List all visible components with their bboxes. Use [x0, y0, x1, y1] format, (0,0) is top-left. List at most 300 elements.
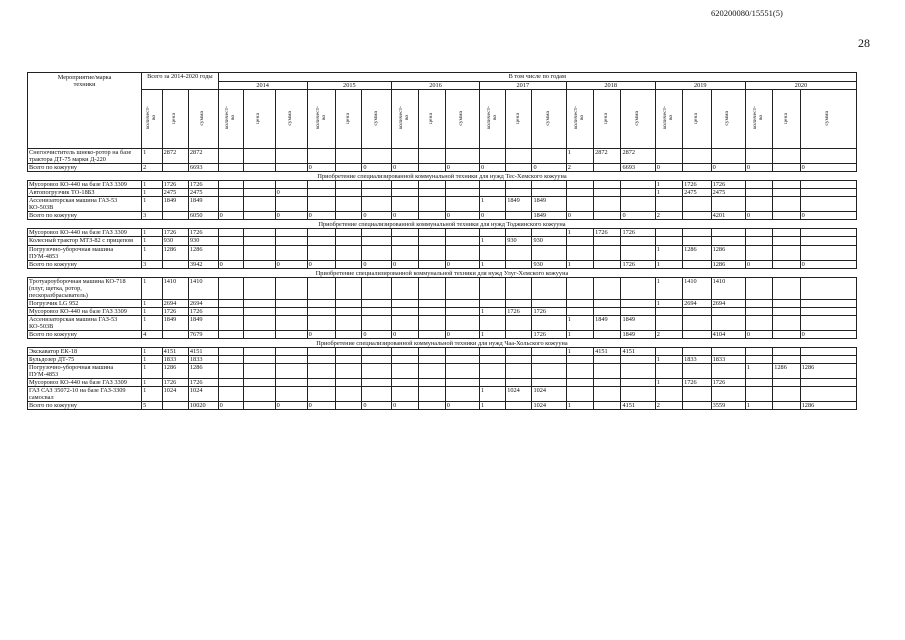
table-cell — [445, 277, 479, 299]
table-cell — [362, 245, 392, 260]
table-row — [28, 149, 857, 164]
table-cell: 1 — [142, 245, 163, 260]
table-cell — [392, 189, 419, 197]
column-header-measure: Мероприятие/марка техники — [28, 73, 142, 149]
table-cell — [218, 299, 243, 307]
header-row-sub — [28, 90, 857, 149]
table-cell: 2 — [142, 164, 163, 172]
table-cell — [745, 189, 772, 197]
table-cell — [594, 237, 621, 245]
table-cell — [506, 356, 532, 364]
table-cell — [745, 237, 772, 245]
table-cell — [621, 237, 655, 245]
row-name: Всего по кожууну — [28, 212, 142, 220]
table-cell — [683, 237, 712, 245]
table-cell — [275, 229, 307, 237]
price-header: цена — [773, 90, 800, 149]
table-cell — [532, 149, 566, 164]
price-header: цена — [243, 90, 275, 149]
table-cell — [307, 181, 336, 189]
table-cell: 2 — [655, 212, 682, 220]
table-cell — [773, 348, 800, 356]
table-cell — [594, 181, 621, 189]
table-cell — [218, 277, 243, 299]
section-title: Приобретение специализированной коммунальной техники для нужд Тоджинского кожууна — [28, 220, 857, 229]
table-cell — [745, 277, 772, 299]
table-cell — [594, 356, 621, 364]
table-cell — [392, 181, 419, 189]
table-cell — [445, 348, 479, 356]
row-name: Всего по кожууну — [28, 402, 142, 410]
table-cell — [243, 379, 275, 387]
table-cell — [506, 315, 532, 330]
table-body — [28, 149, 857, 410]
table-cell: 2694 — [162, 299, 188, 307]
table-cell — [711, 229, 745, 237]
table-cell — [800, 379, 856, 387]
table-cell: 0 — [362, 260, 392, 268]
table-cell — [532, 181, 566, 189]
table-cell: 1 — [655, 379, 682, 387]
table-cell: 2 — [655, 330, 682, 338]
table-cell — [683, 149, 712, 164]
table-cell — [218, 364, 243, 379]
table-cell — [336, 387, 362, 402]
table-cell — [594, 245, 621, 260]
table-cell: 1726 — [683, 379, 712, 387]
table-cell: 1286 — [162, 364, 188, 379]
table-cell: 4151 — [621, 402, 655, 410]
table-cell — [307, 237, 336, 245]
table-cell: 0 — [479, 164, 505, 172]
table-cell: 1024 — [532, 387, 566, 402]
table-cell — [532, 229, 566, 237]
table-cell — [479, 229, 505, 237]
table-cell: 3942 — [188, 260, 218, 268]
table-cell: 7679 — [188, 330, 218, 338]
table-cell: 1849 — [621, 330, 655, 338]
table-cell: 1849 — [594, 315, 621, 330]
table-cell: 0 — [218, 260, 243, 268]
table-row — [28, 356, 857, 364]
row-name: Автопогрузчик ТО-18БЗ — [28, 189, 142, 197]
table-cell — [336, 356, 362, 364]
table-cell: 930 — [188, 237, 218, 245]
table-cell — [419, 212, 445, 220]
table-cell — [532, 364, 566, 379]
table-cell — [218, 181, 243, 189]
table-cell: 1410 — [162, 277, 188, 299]
table-cell — [419, 237, 445, 245]
table-cell — [745, 245, 772, 260]
section-title-row — [28, 268, 857, 277]
table-cell: 1726 — [621, 229, 655, 237]
table-cell — [655, 387, 682, 402]
table-cell — [532, 277, 566, 299]
table-cell — [506, 164, 532, 172]
table-cell: 2475 — [162, 189, 188, 197]
table-cell — [218, 197, 243, 212]
table-cell: 1024 — [162, 387, 188, 402]
table-cell: 1849 — [532, 212, 566, 220]
table-cell: 1 — [655, 299, 682, 307]
table-cell: 3559 — [711, 402, 745, 410]
table-cell — [773, 189, 800, 197]
table-cell — [162, 212, 188, 220]
table-cell: 1 — [566, 260, 593, 268]
table-cell: 1410 — [188, 277, 218, 299]
table-cell: 1286 — [711, 260, 745, 268]
table-cell — [445, 149, 479, 164]
table-cell — [566, 299, 593, 307]
table-cell — [419, 189, 445, 197]
table-cell: 1 — [745, 402, 772, 410]
table-cell — [275, 364, 307, 379]
table-cell — [566, 307, 593, 315]
table-cell — [506, 181, 532, 189]
table-cell — [773, 330, 800, 338]
table-cell — [773, 307, 800, 315]
table-row — [28, 299, 857, 307]
column-header-total: Всего за 2014-2020 годы — [142, 73, 218, 90]
table-cell: 2872 — [188, 149, 218, 164]
quantity-header: количест- во — [218, 90, 243, 149]
table-cell: 1286 — [162, 245, 188, 260]
table-cell — [162, 164, 188, 172]
table-cell — [683, 229, 712, 237]
table-cell — [307, 364, 336, 379]
table-cell — [307, 387, 336, 402]
table-cell — [419, 387, 445, 402]
table-cell — [392, 237, 419, 245]
table-cell — [392, 364, 419, 379]
table-row — [28, 379, 857, 387]
table-cell — [594, 212, 621, 220]
table-cell — [243, 277, 275, 299]
table-cell: 0 — [655, 164, 682, 172]
table-cell: 1726 — [188, 181, 218, 189]
table-cell — [419, 307, 445, 315]
table-cell: 5 — [142, 402, 163, 410]
table-cell — [275, 330, 307, 338]
table-cell: 2475 — [683, 189, 712, 197]
table-cell — [621, 364, 655, 379]
table-cell — [479, 245, 505, 260]
table-cell — [419, 260, 445, 268]
table-cell — [362, 299, 392, 307]
table-cell — [275, 356, 307, 364]
table-cell: 4151 — [621, 348, 655, 356]
table-cell — [243, 356, 275, 364]
table-cell: 0 — [275, 189, 307, 197]
quantity-header: количест- во — [745, 90, 772, 149]
table-cell: 0 — [392, 164, 419, 172]
table-cell — [445, 307, 479, 315]
table-cell — [566, 387, 593, 402]
table-cell — [479, 364, 505, 379]
table-cell — [162, 402, 188, 410]
table-cell — [655, 149, 682, 164]
price-header: цена — [162, 90, 188, 149]
table-cell — [773, 212, 800, 220]
price-header: цена — [419, 90, 445, 149]
table-row — [28, 212, 857, 220]
row-name: Мусоровоз КО-440 на базе ГАЗ 3309 — [28, 229, 142, 237]
table-cell — [479, 299, 505, 307]
table-cell — [773, 299, 800, 307]
table-row — [28, 387, 857, 402]
table-cell — [655, 237, 682, 245]
table-cell — [800, 197, 856, 212]
table-cell — [594, 197, 621, 212]
table-cell — [594, 364, 621, 379]
table-cell: 2 — [655, 402, 682, 410]
table-cell — [419, 299, 445, 307]
price-header: цена — [336, 90, 362, 149]
table-cell: 0 — [711, 164, 745, 172]
table-cell — [336, 245, 362, 260]
table-cell: 0 — [218, 212, 243, 220]
table-cell — [506, 402, 532, 410]
table-cell — [711, 307, 745, 315]
table-cell: 1 — [142, 237, 163, 245]
table-row — [28, 237, 857, 245]
table-cell — [392, 387, 419, 402]
table-cell: 1726 — [162, 181, 188, 189]
table-row — [28, 164, 857, 172]
table-cell — [362, 237, 392, 245]
table-cell: 1 — [655, 181, 682, 189]
sum-header: сумма — [362, 90, 392, 149]
table-cell: 0 — [307, 164, 336, 172]
section-title: Приобретение специализированной коммунальной техники для нужд Чаа-Хольского кожууна — [28, 339, 857, 348]
table-cell — [243, 260, 275, 268]
table-cell — [419, 149, 445, 164]
table-cell: 1286 — [800, 402, 856, 410]
table-cell — [362, 189, 392, 197]
table-cell — [243, 149, 275, 164]
table-cell: 1849 — [162, 197, 188, 212]
table-cell — [683, 402, 712, 410]
table-cell — [773, 229, 800, 237]
table-cell: 4151 — [162, 348, 188, 356]
row-name: Всего по кожууну — [28, 260, 142, 268]
table-cell — [275, 181, 307, 189]
table-cell — [506, 245, 532, 260]
table-cell — [745, 387, 772, 402]
table-cell: 1286 — [683, 245, 712, 260]
table-cell — [773, 402, 800, 410]
table-cell — [506, 379, 532, 387]
table-cell — [594, 189, 621, 197]
table-cell: 0 — [307, 330, 336, 338]
table-cell — [243, 330, 275, 338]
table-cell: 1 — [479, 330, 505, 338]
table-cell — [218, 315, 243, 330]
table-cell — [307, 348, 336, 356]
table-cell: 1286 — [773, 364, 800, 379]
table-cell: 1410 — [683, 277, 712, 299]
table-cell: 4151 — [594, 348, 621, 356]
table-cell — [218, 229, 243, 237]
table-cell: 1 — [142, 348, 163, 356]
table-cell — [218, 330, 243, 338]
year-header: 2018 — [566, 82, 655, 90]
table-row — [28, 229, 857, 237]
table-cell — [532, 356, 566, 364]
table-cell — [275, 307, 307, 315]
table-cell: 1726 — [683, 181, 712, 189]
table-cell: 1726 — [188, 229, 218, 237]
table-cell: 1 — [655, 356, 682, 364]
row-name: Снегоочиститель шнеко-ротор на базе трактора ДТ-75 марки Д-220 — [28, 149, 142, 164]
table-cell: 3 — [142, 260, 163, 268]
table-cell — [506, 277, 532, 299]
table-cell — [506, 299, 532, 307]
table-cell: 0 — [445, 260, 479, 268]
table-row — [28, 277, 857, 299]
table-cell — [218, 149, 243, 164]
table-cell: 1 — [142, 197, 163, 212]
table-cell: 2872 — [162, 149, 188, 164]
table-row — [28, 330, 857, 338]
table-row — [28, 307, 857, 315]
table-cell: 4201 — [711, 212, 745, 220]
table-cell — [336, 212, 362, 220]
table-cell — [711, 387, 745, 402]
table-cell — [336, 277, 362, 299]
table-cell — [275, 197, 307, 212]
table-cell — [392, 379, 419, 387]
table-cell — [218, 379, 243, 387]
table-cell — [419, 379, 445, 387]
table-cell — [336, 330, 362, 338]
table-cell — [218, 387, 243, 402]
table-cell — [532, 189, 566, 197]
table-cell: 1 — [566, 330, 593, 338]
table-cell — [655, 348, 682, 356]
table-cell: 1849 — [162, 315, 188, 330]
table-cell: 1849 — [188, 197, 218, 212]
table-cell — [800, 356, 856, 364]
table-cell — [275, 387, 307, 402]
table-cell: 0 — [307, 402, 336, 410]
table-row — [28, 364, 857, 379]
table-cell — [800, 315, 856, 330]
row-name: Ассенизаторская машина ГАЗ-53 КО-503В — [28, 315, 142, 330]
table-cell — [506, 260, 532, 268]
table-cell: 1726 — [506, 307, 532, 315]
table-cell — [800, 229, 856, 237]
table-cell — [307, 277, 336, 299]
table-cell — [362, 181, 392, 189]
table-cell — [655, 315, 682, 330]
table-cell — [307, 245, 336, 260]
section-title-row — [28, 220, 857, 229]
table-cell — [362, 387, 392, 402]
price-header: цена — [594, 90, 621, 149]
table-cell — [566, 356, 593, 364]
table-cell — [336, 379, 362, 387]
table-cell: 1 — [655, 189, 682, 197]
table-cell — [532, 348, 566, 356]
row-name: Всего по кожууну — [28, 330, 142, 338]
table-cell: 1726 — [711, 379, 745, 387]
table-cell — [655, 307, 682, 315]
table-cell — [336, 402, 362, 410]
table-cell — [445, 356, 479, 364]
section-title: Приобретение специализированной коммунальной техники для нужд Тес-Хемского кожууна — [28, 172, 857, 181]
sum-header: сумма — [711, 90, 745, 149]
table-cell: 1 — [142, 277, 163, 299]
table-row — [28, 348, 857, 356]
table-cell: 1 — [479, 237, 505, 245]
table-cell — [362, 149, 392, 164]
table-cell — [506, 149, 532, 164]
table-cell: 0 — [532, 164, 566, 172]
table-cell — [621, 197, 655, 212]
table-cell: 1833 — [162, 356, 188, 364]
table-cell: 1286 — [800, 364, 856, 379]
table-cell: 3 — [142, 212, 163, 220]
table-cell — [243, 229, 275, 237]
table-cell: 1849 — [506, 197, 532, 212]
table-cell — [773, 149, 800, 164]
table-cell — [621, 181, 655, 189]
table-cell — [773, 245, 800, 260]
table-cell: 1726 — [532, 307, 566, 315]
table-cell — [162, 260, 188, 268]
table-cell — [773, 237, 800, 245]
table-cell — [594, 299, 621, 307]
table-cell — [711, 315, 745, 330]
table-cell: 2 — [566, 164, 593, 172]
table-cell — [392, 348, 419, 356]
table-cell — [307, 189, 336, 197]
table-cell — [243, 364, 275, 379]
table-cell: 0 — [445, 402, 479, 410]
table-cell — [745, 315, 772, 330]
sum-header: сумма — [188, 90, 218, 149]
table-cell — [336, 164, 362, 172]
table-cell — [506, 330, 532, 338]
table-cell — [275, 245, 307, 260]
table-cell: 0 — [445, 330, 479, 338]
table-cell: 1 — [479, 307, 505, 315]
table-cell — [362, 229, 392, 237]
table-cell: 1 — [566, 402, 593, 410]
quantity-header: количест- во — [566, 90, 593, 149]
table-cell: 1726 — [532, 330, 566, 338]
table-cell: 1024 — [188, 387, 218, 402]
section-title: Приобретение специализированной коммунальной техники для нужд Улуг-Хемского кожууна — [28, 268, 857, 277]
year-header: 2016 — [392, 82, 480, 90]
table-cell — [243, 387, 275, 402]
table-cell — [773, 356, 800, 364]
header-row-1 — [28, 73, 857, 82]
table-cell — [683, 330, 712, 338]
table-cell — [218, 245, 243, 260]
table-cell — [745, 299, 772, 307]
table-cell: 1286 — [188, 245, 218, 260]
table-cell — [745, 197, 772, 212]
table-cell: 1 — [745, 364, 772, 379]
table-cell — [479, 189, 505, 197]
table-cell — [711, 237, 745, 245]
table-cell — [362, 277, 392, 299]
table-cell: 2872 — [621, 149, 655, 164]
table-cell: 1 — [142, 379, 163, 387]
